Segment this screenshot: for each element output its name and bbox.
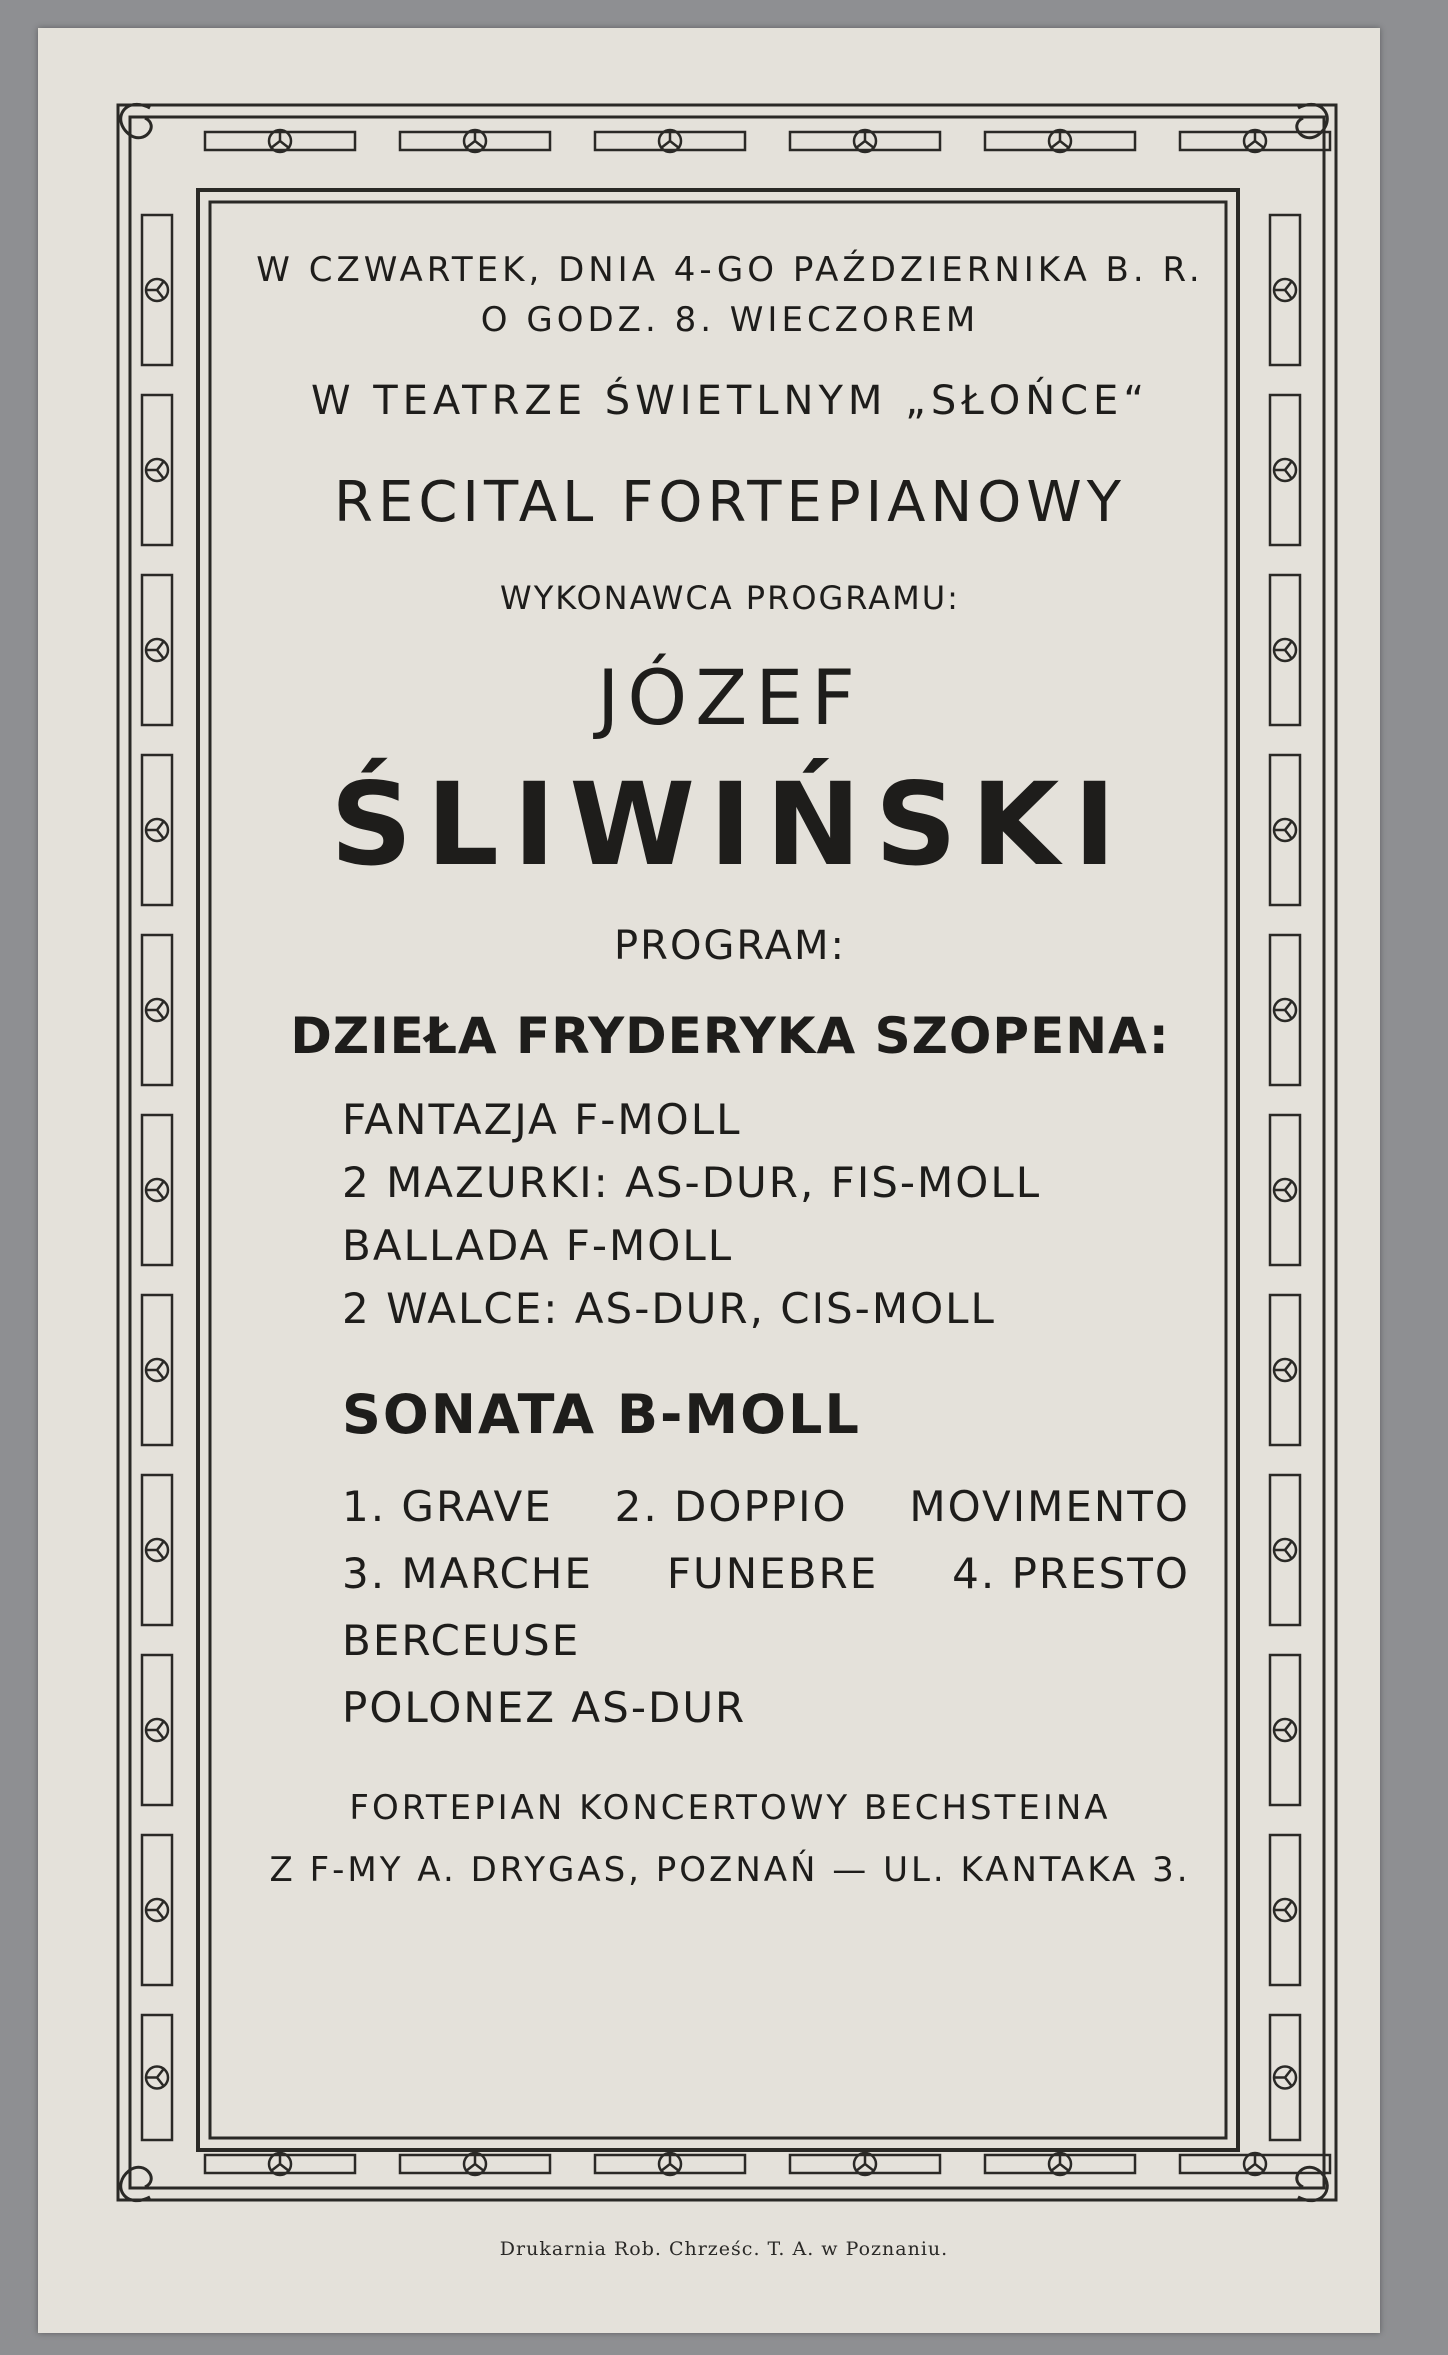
- movement-part: 3. MARCHE: [342, 1549, 593, 1598]
- list-item: FANTAZJA F-MOLL: [342, 1095, 742, 1144]
- program-label: PROGRAM:: [614, 923, 846, 969]
- list-item: POLONEZ AS-DUR: [342, 1683, 747, 1732]
- piano-note: FORTEPIAN KONCERTOWY BECHSTEINA: [349, 1788, 1111, 1828]
- movement-part: MOVIMENTO: [909, 1482, 1190, 1531]
- list-item: BERCEUSE: [342, 1616, 581, 1665]
- event-time: O GODZ. 8. WIECZOREM: [480, 300, 980, 340]
- poster-content: [210, 190, 1250, 1890]
- event-venue: W TEATRZE ŚWIETLNYM „SŁOŃCE“: [310, 378, 1150, 424]
- movement-part: 4. PRESTO: [952, 1549, 1190, 1598]
- event-date: W CZWARTEK, DNIA 4-GO PAŹDZIERNIKA B. R.: [256, 250, 1204, 290]
- list-item: BALLADA F-MOLL: [342, 1221, 734, 1270]
- printer-imprint: Drukarnia Rob. Chrześc. T. A. w Poznaniu.: [499, 2238, 949, 2260]
- event-title: RECITAL FORTEPIANOWY: [334, 470, 1126, 535]
- sonata-heading: SONATA B-MOLL: [342, 1383, 861, 1446]
- performer-last-name: ŚLIWIŃSKI: [330, 758, 1130, 891]
- sonata-movements: [210, 1482, 1250, 1732]
- performer-first-name: JÓZEF: [596, 653, 864, 742]
- supplier-note: Z F-MY A. DRYGAS, POZNAŃ — UL. KANTAKA 3.: [269, 1850, 1191, 1890]
- movement-row: [342, 1482, 1190, 1531]
- movement-part: FUNEBRE: [666, 1549, 879, 1598]
- movement-row: [342, 1549, 1190, 1598]
- movement-part: 1. GRAVE: [342, 1482, 553, 1531]
- composer-heading: DZIEŁA FRYDERYKA SZOPENA:: [290, 1007, 1170, 1065]
- movement-part: 2. DOPPIO: [614, 1482, 848, 1531]
- list-item: 2 WALCE: AS-DUR, CIS-MOLL: [342, 1284, 996, 1333]
- list-item: 2 MAZURKI: AS-DUR, FIS-MOLL: [342, 1158, 1042, 1207]
- works-list: [210, 1095, 1250, 1333]
- performer-label: WYKONAWCA PROGRAMU:: [500, 579, 960, 617]
